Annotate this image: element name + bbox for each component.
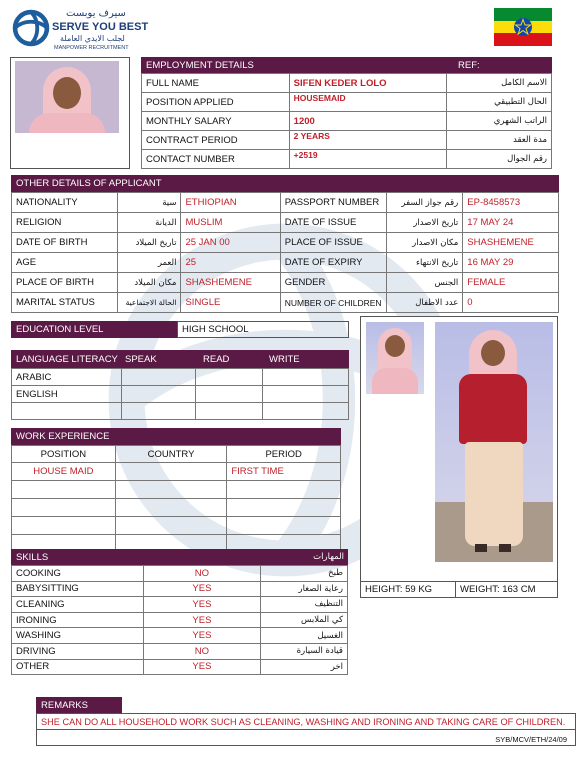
row-label: POSITION APPLIED (142, 93, 290, 112)
document-reference: SYB/MCV/ETH/24/09 (495, 735, 567, 744)
work-position: HOUSE MAID (12, 463, 116, 481)
detail-value: 0 (463, 293, 559, 313)
skill-arabic: التنظيف (261, 597, 348, 613)
row-label: CONTRACT PERIOD (142, 131, 290, 150)
detail-label: DATE OF BIRTH (12, 233, 118, 253)
skill-label: CLEANING (12, 597, 144, 613)
work-row (12, 499, 341, 517)
measures-row (360, 581, 558, 598)
skill-arabic: الغسيل (261, 628, 348, 644)
position-col: POSITION (12, 446, 116, 463)
employment-row (142, 150, 552, 169)
detail-arabic: تاريخ الاصدار (386, 213, 463, 233)
skill-arabic: رعاية الصغار (261, 581, 348, 597)
education-value: HIGH SCHOOL (177, 321, 349, 338)
skill-value: YES (143, 581, 261, 597)
skill-label: DRIVING (12, 643, 144, 659)
contact-value: +2519 (289, 150, 447, 169)
work-row (12, 517, 341, 535)
weight-value: WEIGHT: 163 CM (460, 584, 536, 595)
skill-value: YES (143, 597, 261, 613)
detail-label: MARITAL STATUS (12, 293, 118, 313)
language-table (11, 350, 349, 420)
logo-arabic-sub: لجلب الايدي العاملة (60, 34, 125, 43)
company-logo (12, 8, 162, 52)
detail-arabic: مكان الاصدار (386, 233, 463, 253)
detail-value: SINGLE (181, 293, 280, 313)
employment-row (142, 74, 552, 93)
detail-label: GENDER (280, 273, 386, 293)
detail-arabic: العمر (117, 253, 181, 273)
skill-arabic: قيادة السيارة (261, 643, 348, 659)
skills-header: SKILLS (16, 551, 49, 563)
write-header: WRITE (269, 353, 300, 365)
education-label: EDUCATION LEVEL (11, 321, 177, 338)
remarks-header: REMARKS (36, 697, 122, 713)
work-period: FIRST TIME (227, 463, 341, 481)
detail-arabic: مكان الميلاد (117, 273, 181, 293)
employment-header: EMPLOYMENT DETAILS (146, 59, 254, 71)
detail-value: 25 JAN 00 (181, 233, 280, 253)
other-details (11, 175, 559, 313)
education-row (11, 321, 349, 338)
employment-details (141, 57, 552, 169)
employment-row (142, 131, 552, 150)
skill-label: OTHER (12, 659, 144, 675)
skill-row (12, 566, 348, 582)
row-arabic: الراتب الشهري (447, 112, 552, 131)
skill-row (12, 612, 348, 628)
skill-label: BABYSITTING (12, 581, 144, 597)
detail-row (12, 213, 559, 233)
skill-row (12, 628, 348, 644)
skill-arabic: اخر (261, 659, 348, 675)
work-experience (11, 428, 341, 553)
row-label: MONTHLY SALARY (142, 112, 290, 131)
skill-row (12, 643, 348, 659)
read-header: READ (203, 353, 230, 365)
detail-row (12, 233, 559, 253)
employment-row (142, 93, 552, 112)
remarks-text: SHE CAN DO ALL HOUSEHOLD WORK SUCH AS CLEANING, WASHING AND IRONING AND TAKING CARE OF CHILDREN. (36, 713, 576, 730)
country-col: COUNTRY (115, 446, 227, 463)
detail-label: DATE OF ISSUE (280, 213, 386, 233)
work-cols-row (12, 446, 341, 463)
ref-label: REF: (458, 59, 480, 71)
skill-value: YES (143, 659, 261, 675)
language-name (12, 403, 122, 420)
detail-arabic: رقم جواز السفر (386, 193, 463, 213)
row-label: FULL NAME (142, 74, 290, 93)
skill-value: NO (143, 566, 261, 582)
language-name: ENGLISH (12, 386, 122, 403)
skill-row (12, 659, 348, 675)
detail-label: PLACE OF ISSUE (280, 233, 386, 253)
detail-value: SHASHEMENE (463, 233, 559, 253)
period-col: PERIOD (227, 446, 341, 463)
detail-arabic: سية (117, 193, 181, 213)
flag-star-emblem-icon (513, 17, 533, 37)
country-flag (494, 8, 552, 46)
detail-value: ETHIOPIAN (181, 193, 280, 213)
skill-label: COOKING (12, 566, 144, 582)
skills-table (11, 549, 348, 675)
skill-value: NO (143, 643, 261, 659)
logo-name: SERVE YOU BEST (52, 21, 149, 33)
work-row (12, 463, 341, 481)
skill-row (12, 597, 348, 613)
language-row (12, 386, 349, 403)
detail-arabic: تاريخ الانتهاء (386, 253, 463, 273)
detail-arabic: الحالة الاجتماعية (117, 293, 181, 313)
detail-value: EP-8458573 (463, 193, 559, 213)
detail-row (12, 253, 559, 273)
skill-arabic: كي الملابس (261, 612, 348, 628)
full-photo-frame (360, 316, 558, 595)
remarks (36, 697, 576, 746)
detail-label: PLACE OF BIRTH (12, 273, 118, 293)
work-header: WORK EXPERIENCE (11, 428, 341, 445)
skill-arabic: طبخ (261, 566, 348, 582)
detail-row (12, 273, 559, 293)
row-arabic: رقم الجوال (447, 150, 552, 169)
skill-value: YES (143, 628, 261, 644)
salary-value: 1200 (289, 112, 447, 131)
work-row (12, 481, 341, 499)
skill-label: WASHING (12, 628, 144, 644)
skill-value: YES (143, 612, 261, 628)
detail-arabic: تاريخ الميلاد (117, 233, 181, 253)
detail-arabic: الجنس (386, 273, 463, 293)
detail-value: MUSLIM (181, 213, 280, 233)
skill-row (12, 581, 348, 597)
row-label: CONTACT NUMBER (142, 150, 290, 169)
work-country (115, 463, 227, 481)
small-photo (366, 322, 424, 394)
contract-value: 2 YEARS (289, 131, 447, 150)
passport-photo-frame (10, 57, 130, 169)
detail-value: SHASHEMENE (181, 273, 280, 293)
detail-label: NUMBER OF CHILDREN (280, 293, 386, 313)
detail-arabic: عدد الاطفال (386, 293, 463, 313)
skills-header-arabic: المهارات (313, 552, 344, 562)
position-value: HOUSEMAID (289, 93, 447, 112)
full-name-value: SIFEN KEDER LOLO (289, 74, 447, 93)
logo-emblem-icon (12, 8, 50, 48)
language-row (12, 403, 349, 420)
detail-value: 25 (181, 253, 280, 273)
height-value: HEIGHT: 59 KG (361, 582, 456, 597)
detail-label: RELIGION (12, 213, 118, 233)
language-header: LANGUAGE LITERACY (16, 353, 118, 365)
logo-sub: MANPOWER RECRUITMENT (54, 45, 129, 51)
detail-row (12, 293, 559, 313)
skill-label: IRONING (12, 612, 144, 628)
row-arabic: الاسم الكامل (447, 74, 552, 93)
detail-value: 16 MAY 29 (463, 253, 559, 273)
detail-label: DATE OF EXPIRY (280, 253, 386, 273)
detail-value: FEMALE (463, 273, 559, 293)
passport-photo (15, 61, 119, 133)
row-arabic: مدة العقد (447, 131, 552, 150)
detail-row (12, 193, 559, 213)
other-header: OTHER DETAILS OF APPLICANT (16, 178, 162, 189)
logo-arabic: سيرف يوبست (66, 8, 126, 19)
detail-value: 17 MAY 24 (463, 213, 559, 233)
detail-label: AGE (12, 253, 118, 273)
detail-arabic: الديانة (117, 213, 181, 233)
language-name: ARABIC (12, 369, 122, 386)
detail-label: PASSPORT NUMBER (280, 193, 386, 213)
row-arabic: الحال التطبيقي (447, 93, 552, 112)
full-body-photo (435, 322, 553, 562)
language-row (12, 369, 349, 386)
detail-label: NATIONALITY (12, 193, 118, 213)
speak-header: SPEAK (125, 353, 157, 365)
employment-row (142, 112, 552, 131)
